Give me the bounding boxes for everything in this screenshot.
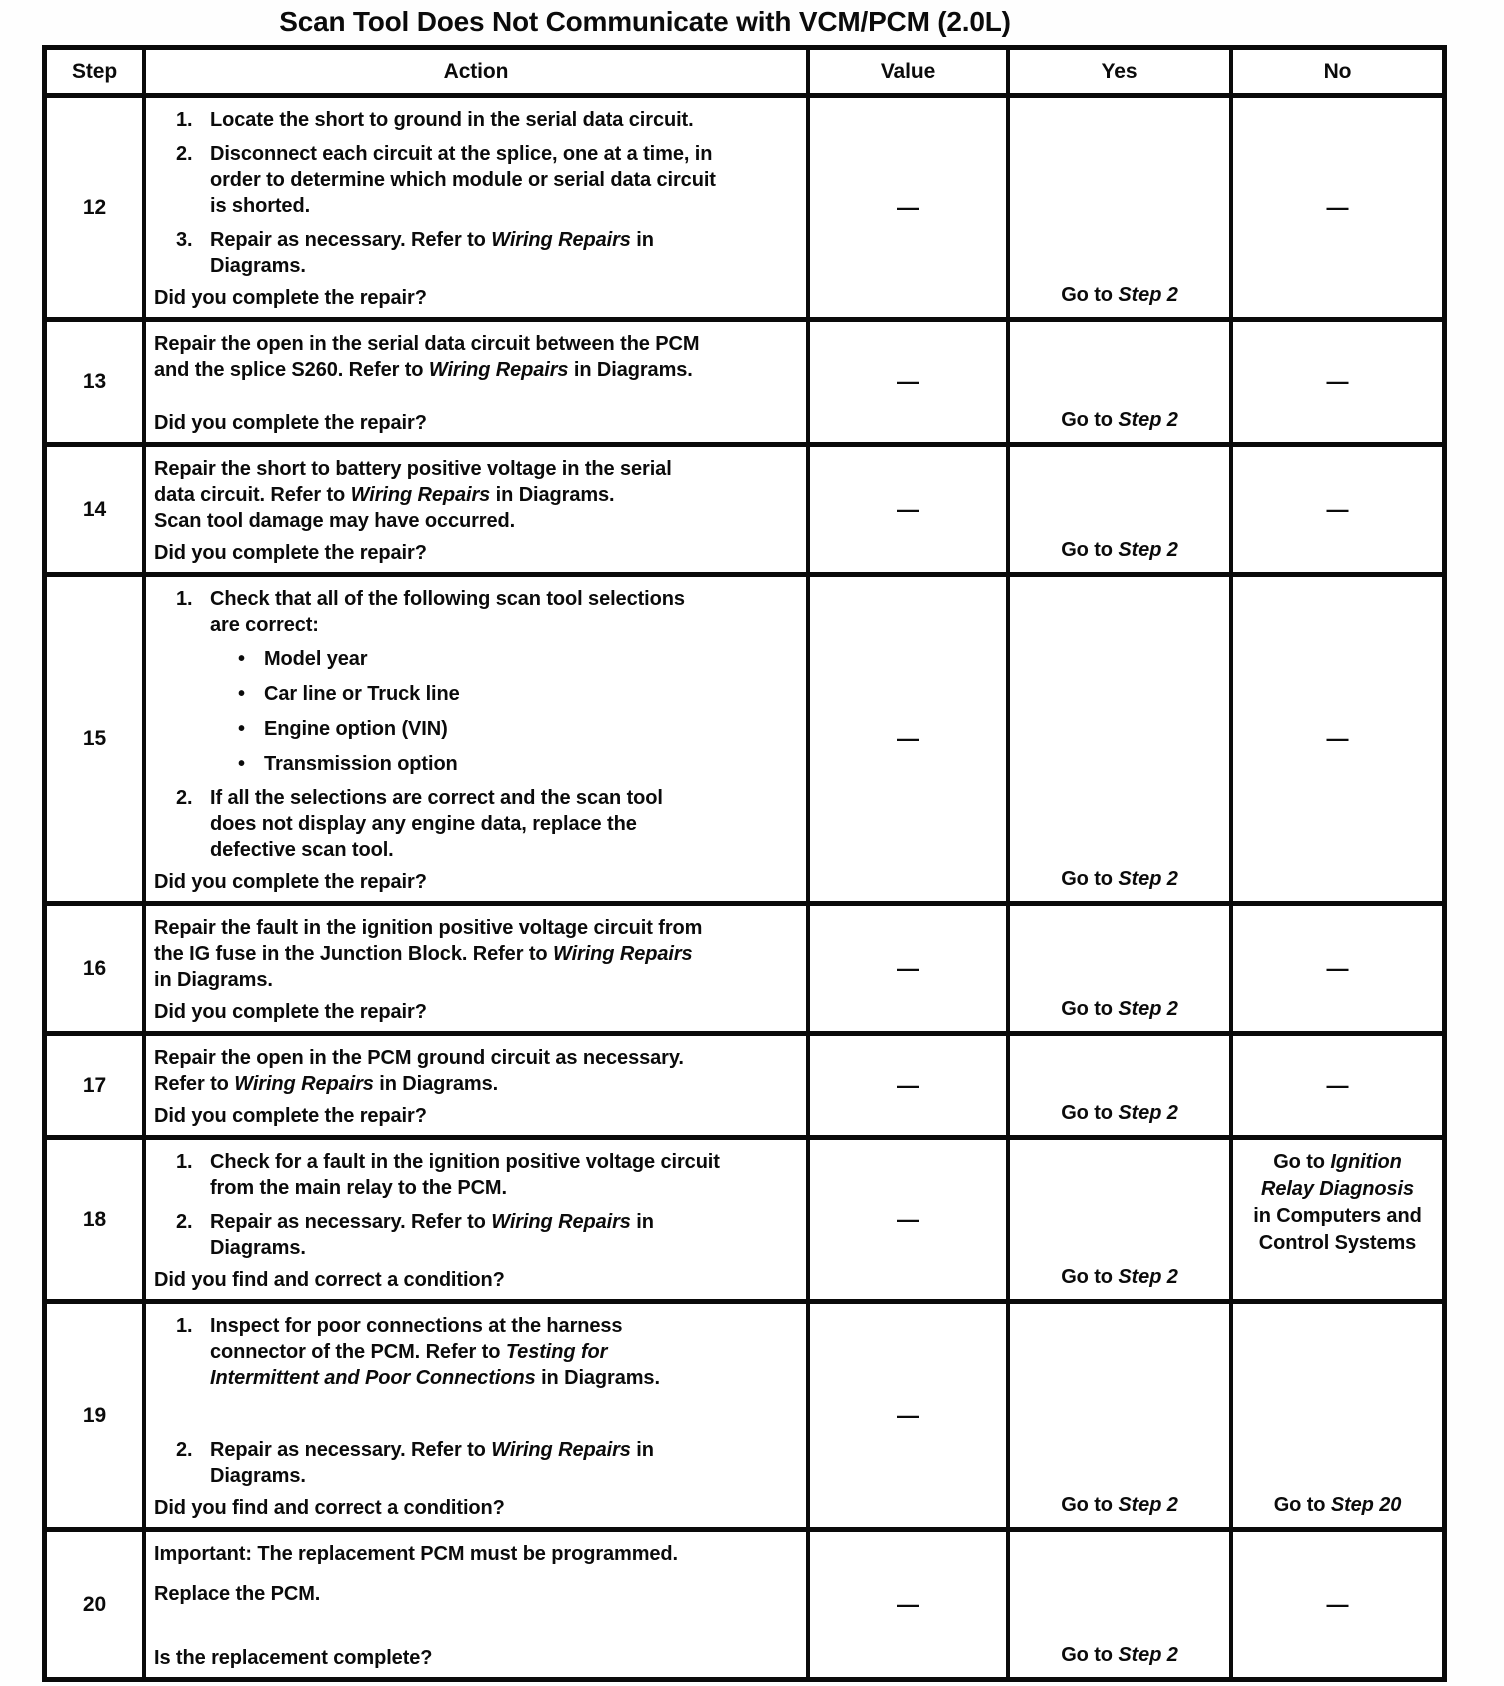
text-segment: Transmission option — [264, 753, 458, 775]
table-row — [47, 442, 1442, 572]
item-text — [210, 141, 716, 219]
value-cell — [806, 322, 1006, 442]
text-segment: in Computers and — [1253, 1205, 1422, 1227]
text-segment: Wiring Repairs — [428, 359, 569, 381]
text-segment: Car line or Truck line — [264, 683, 460, 705]
action-paragraph — [154, 915, 800, 993]
action-paragraph — [154, 331, 800, 383]
text-segment: Step 2 — [1118, 539, 1178, 561]
yes-cell — [1006, 577, 1229, 901]
step-number: 19 — [82, 1403, 107, 1427]
text-segment: connector of the PCM. Refer to — [210, 1341, 506, 1363]
text-segment: Go to — [1061, 539, 1119, 561]
item-text — [210, 1313, 660, 1391]
value-cell — [806, 577, 1006, 901]
no-goto — [1327, 726, 1349, 752]
text-segment: Important: — [154, 1543, 252, 1565]
bullet-icon: • — [238, 648, 245, 670]
yes-goto — [1061, 1264, 1178, 1290]
step-number: 15 — [82, 727, 107, 750]
table-row — [47, 1135, 1442, 1299]
action-item — [154, 227, 800, 279]
text-segment: Inspect for poor connections at the harness — [210, 1315, 623, 1337]
step-cell — [47, 1304, 142, 1527]
no-goto — [1327, 1592, 1349, 1618]
item-text — [210, 586, 685, 638]
text-segment: in Diagrams. — [490, 484, 615, 506]
text-segment: Wiring Repairs — [491, 229, 631, 251]
yes-cell — [1006, 906, 1229, 1031]
value-cell — [806, 1532, 1006, 1677]
text-segment: Replace the PCM. — [154, 1583, 321, 1605]
no-goto — [1253, 1149, 1421, 1257]
step-number: 12 — [82, 195, 107, 219]
text-segment: Go to — [1061, 1102, 1119, 1124]
action-question: Did you complete the repair? — [154, 871, 427, 893]
action-question: Did you complete the repair? — [154, 1001, 427, 1023]
action-item — [154, 107, 800, 133]
value-dash: — — [897, 1591, 919, 1617]
yes-cell — [1006, 447, 1229, 572]
text-segment: in Diagrams. — [535, 1367, 660, 1389]
text-segment: in Diagrams. — [154, 969, 273, 991]
text-segment: Refer to — [154, 1073, 235, 1095]
text-segment: in — [630, 1439, 654, 1461]
text-segment: Go to — [1273, 1151, 1331, 1173]
yes-goto — [1061, 537, 1178, 563]
table-header-row — [47, 50, 1442, 93]
text-segment: Step 2 — [1118, 1102, 1178, 1124]
no-cell — [1229, 98, 1442, 317]
no-goto — [1327, 195, 1349, 221]
step-number: 18 — [82, 1207, 107, 1231]
step-number: 20 — [82, 1592, 107, 1616]
value-dash: — — [897, 1072, 919, 1098]
action-question: Did you complete the repair? — [154, 542, 427, 564]
table-body — [47, 93, 1442, 1677]
text-segment: — — [1326, 1591, 1349, 1617]
table-row — [47, 1299, 1442, 1527]
item-text — [210, 1209, 654, 1261]
yes-cell — [1006, 1140, 1229, 1299]
text-segment: Go to — [1061, 868, 1119, 890]
text-segment: Wiring Repairs — [350, 484, 491, 506]
text-segment: Repair the fault in the ignition positive voltage circuit from — [154, 917, 703, 939]
no-cell — [1229, 322, 1442, 442]
text-segment: Repair the open in the PCM ground circuit as necessary. — [154, 1047, 684, 1069]
text-segment: Wiring Repairs — [491, 1211, 631, 1233]
value-cell — [806, 906, 1006, 1031]
text-segment: Model year — [264, 648, 368, 670]
yes-cell — [1006, 1304, 1229, 1527]
value-cell — [806, 1140, 1006, 1299]
text-segment: Go to — [1273, 1494, 1331, 1516]
yes-goto — [1061, 407, 1178, 433]
action-cell — [142, 1036, 806, 1135]
text-segment: Diagrams. — [210, 255, 306, 277]
text-segment: Go to — [1061, 284, 1119, 306]
action-cell — [142, 447, 806, 572]
action-cell — [142, 1532, 806, 1677]
table-row — [47, 317, 1442, 442]
text-segment: Step 2 — [1118, 409, 1178, 431]
action-cell — [142, 98, 806, 317]
text-segment: Wiring Repairs — [234, 1073, 374, 1095]
text-segment: does not display any engine data, replace the — [210, 813, 637, 835]
text-segment: Intermittent and Poor Connections — [210, 1367, 536, 1389]
text-segment: Check that all of the following scan tool selections — [210, 588, 685, 610]
action-question: Did you find and correct a condition? — [154, 1269, 505, 1291]
text-segment: is shorted. — [210, 195, 311, 217]
text-segment: Go to — [1061, 1266, 1119, 1288]
action-item — [154, 586, 800, 638]
item-number: 2. — [176, 143, 193, 165]
text-segment: Step 2 — [1118, 868, 1178, 890]
step-number: 16 — [82, 956, 107, 980]
text-segment: Go to — [1061, 998, 1119, 1020]
action-bullet — [154, 716, 800, 742]
value-dash: — — [897, 496, 919, 522]
text-segment: Go to — [1061, 409, 1119, 431]
yes-goto — [1061, 996, 1178, 1022]
step-cell — [47, 98, 142, 317]
text-segment: — — [1326, 369, 1349, 394]
header-step: Step — [71, 59, 118, 83]
yes-goto — [1061, 1642, 1178, 1668]
yes-goto — [1061, 282, 1178, 308]
table-row — [47, 1527, 1442, 1677]
text-segment: Step 2 — [1118, 1266, 1178, 1288]
header-no: No — [1229, 50, 1442, 93]
item-text — [210, 107, 694, 133]
action-question: Did you complete the repair? — [154, 412, 427, 434]
item-number: 1. — [176, 588, 193, 610]
text-segment: — — [1326, 194, 1349, 220]
text-segment: Step 2 — [1118, 1644, 1178, 1666]
table-row — [47, 901, 1442, 1031]
text-segment: Testing for — [505, 1341, 608, 1363]
item-number: 1. — [176, 1315, 193, 1337]
action-cell — [142, 1304, 806, 1527]
text-segment: in Diagrams. — [568, 359, 693, 381]
item-text — [210, 1437, 654, 1489]
value-dash: — — [897, 726, 919, 751]
yes-goto — [1061, 866, 1178, 892]
item-number: 1. — [176, 109, 193, 131]
text-segment: Relay Diagnosis — [1260, 1178, 1414, 1200]
text-segment: Repair the open in the serial data circuit between the PCM — [154, 333, 700, 355]
yes-cell — [1006, 1036, 1229, 1135]
action-item — [154, 1209, 800, 1261]
header-value: Value — [806, 50, 1006, 93]
item-number: 2. — [176, 1439, 193, 1461]
text-segment: from the main relay to the PCM. — [210, 1177, 507, 1199]
action-item — [154, 1149, 800, 1201]
no-cell — [1229, 577, 1442, 901]
text-segment: data circuit. Refer to — [154, 484, 351, 506]
table-row — [47, 93, 1442, 317]
action-question: Did you complete the repair? — [154, 1105, 427, 1127]
action-cell — [142, 906, 806, 1031]
value-dash: — — [897, 369, 919, 394]
no-cell — [1229, 906, 1442, 1031]
text-segment: — — [1326, 1072, 1349, 1098]
text-segment: order to determine which module or serial data circuit — [210, 169, 716, 191]
action-paragraph — [154, 1045, 800, 1097]
text-segment: Wiring Repairs — [491, 1439, 631, 1461]
action-item — [154, 141, 800, 219]
header-action: Action — [142, 50, 806, 93]
step-number: 14 — [82, 497, 107, 521]
step-cell — [47, 1036, 142, 1135]
yes-goto — [1061, 1492, 1178, 1518]
text-segment: Disconnect each circuit at the splice, one at a time, in — [210, 143, 713, 165]
text-segment: Control Systems — [1258, 1232, 1417, 1254]
action-bullet — [154, 646, 800, 672]
text-segment: Scan tool damage may have occurred. — [154, 510, 516, 532]
text-segment: — — [1326, 726, 1349, 751]
text-segment: — — [1326, 955, 1349, 981]
no-goto — [1274, 1492, 1402, 1518]
no-cell — [1229, 1140, 1442, 1299]
bullet-text — [264, 646, 367, 672]
yes-cell — [1006, 98, 1229, 317]
text-segment: are correct: — [210, 614, 319, 636]
step-cell — [47, 447, 142, 572]
item-text — [210, 1149, 720, 1201]
step-cell — [47, 906, 142, 1031]
text-segment: in — [630, 229, 654, 251]
yes-cell — [1006, 322, 1229, 442]
action-question: Did you find and correct a condition? — [154, 1497, 505, 1519]
action-cell — [142, 322, 806, 442]
item-text — [210, 785, 663, 863]
text-segment: Repair the short to battery positive voltage in the serial — [154, 458, 672, 480]
text-segment: Engine option (VIN) — [264, 718, 448, 740]
bullet-icon: • — [238, 683, 245, 705]
no-goto — [1327, 369, 1349, 395]
yes-cell — [1006, 1532, 1229, 1677]
item-number: 1. — [176, 1151, 193, 1173]
step-number: 17 — [82, 1073, 107, 1097]
diagnostic-table — [42, 45, 1447, 1682]
value-dash: — — [897, 955, 919, 981]
action-item — [154, 1313, 800, 1391]
text-segment: Locate the short to ground in the serial data circuit. — [210, 109, 694, 131]
bullet-text — [264, 751, 458, 777]
action-cell — [142, 577, 806, 901]
text-segment: — — [1326, 496, 1349, 522]
no-cell — [1229, 1532, 1442, 1677]
item-number: 3. — [176, 229, 193, 251]
item-number: 2. — [176, 1211, 193, 1233]
bullet-icon: • — [238, 718, 245, 740]
text-segment: Diagrams. — [210, 1465, 306, 1487]
step-number: 13 — [82, 370, 107, 393]
bullet-icon: • — [238, 753, 245, 775]
text-segment: Go to — [1061, 1644, 1119, 1666]
table-row — [47, 1031, 1442, 1135]
item-text — [210, 227, 654, 279]
action-question: Did you complete the repair? — [154, 287, 427, 309]
no-cell — [1229, 447, 1442, 572]
no-goto — [1327, 956, 1349, 982]
text-segment: and the splice S260. Refer to — [154, 359, 429, 381]
text-segment: Step 20 — [1330, 1494, 1402, 1516]
no-goto — [1327, 1073, 1349, 1099]
action-paragraph — [154, 1581, 800, 1607]
no-goto — [1327, 497, 1349, 523]
text-segment: Diagrams. — [210, 1237, 306, 1259]
text-segment: If all the selections are correct and the scan tool — [210, 787, 663, 809]
step-cell — [47, 577, 142, 901]
text-segment: defective scan tool. — [210, 839, 394, 861]
bullet-text — [264, 681, 460, 707]
item-number: 2. — [176, 787, 193, 809]
value-dash: — — [897, 194, 919, 220]
value-cell — [806, 1036, 1006, 1135]
action-item — [154, 1437, 800, 1489]
text-segment: in Diagrams. — [373, 1073, 499, 1095]
action-paragraph — [154, 1541, 800, 1567]
text-segment: Step 2 — [1118, 1494, 1178, 1516]
step-cell — [47, 1140, 142, 1299]
yes-goto — [1061, 1100, 1178, 1126]
step-cell — [47, 322, 142, 442]
text-segment: Ignition — [1330, 1151, 1402, 1173]
header-yes: Yes — [1006, 50, 1229, 93]
text-segment: Step 2 — [1118, 284, 1178, 306]
table-row — [47, 572, 1442, 901]
text-segment: The replacement PCM must be programmed. — [251, 1543, 678, 1565]
action-bullet — [154, 681, 800, 707]
value-dash: — — [897, 1206, 919, 1232]
text-segment: in — [630, 1211, 654, 1233]
text-segment: Wiring Repairs — [552, 943, 693, 965]
text-segment: Go to — [1061, 1494, 1119, 1516]
no-cell — [1229, 1036, 1442, 1135]
value-dash: — — [897, 1402, 919, 1428]
action-question: Is the replacement complete? — [154, 1647, 433, 1669]
text-segment: Check for a fault in the ignition positive voltage circuit — [210, 1151, 720, 1173]
text-segment: Repair as necessary. Refer to — [210, 229, 492, 251]
action-cell — [142, 1140, 806, 1299]
no-cell — [1229, 1304, 1442, 1527]
action-paragraph — [154, 456, 800, 534]
text-segment: the IG fuse in the Junction Block. Refer to — [154, 943, 553, 965]
text-segment: Repair as necessary. Refer to — [210, 1439, 492, 1461]
step-cell — [47, 1532, 142, 1677]
page-title: Scan Tool Does Not Communicate with VCM/PCM (2.0L) — [279, 6, 1011, 37]
action-item — [154, 785, 800, 863]
value-cell — [806, 447, 1006, 572]
text-segment: Step 2 — [1118, 998, 1178, 1020]
value-cell — [806, 1304, 1006, 1527]
bullet-text — [264, 716, 448, 742]
action-bullet — [154, 751, 800, 777]
value-cell — [806, 98, 1006, 317]
text-segment: Repair as necessary. Refer to — [210, 1211, 492, 1233]
